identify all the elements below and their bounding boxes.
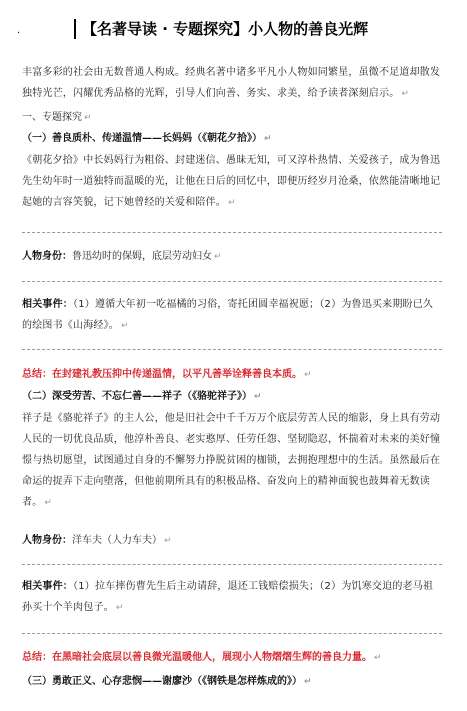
title-left-bar	[74, 19, 76, 39]
dashed-divider	[22, 232, 442, 233]
return-mark: ↵	[214, 252, 222, 262]
s1-body	[22, 150, 442, 214]
return-mark: ↵	[374, 653, 382, 663]
s1-events	[22, 294, 442, 337]
dashed-divider	[22, 281, 442, 282]
intro-paragraph	[22, 62, 442, 105]
dashed-divider	[22, 633, 442, 634]
s3-heading	[22, 671, 442, 693]
dashed-divider	[22, 349, 442, 350]
return-mark: ↵	[228, 198, 236, 208]
return-mark: ↵	[164, 536, 172, 546]
section-title	[22, 107, 442, 129]
s1-events-label: 相关事件：	[22, 299, 73, 310]
s2-identity	[22, 530, 442, 552]
s2-events-label: 相关事件：	[22, 581, 73, 592]
s2-heading	[22, 386, 442, 408]
s1-heading-text: （一）善良质朴、传递温情——长妈妈（《朝花夕拾》）	[22, 133, 262, 144]
s1-body-text: 《朝花夕拾》中长妈妈行为粗俗、封建迷信、愚昧无知，可又淳朴热情、关爱孩子，成为鲁迅先生幼年时一道独特而温暖的光，让他在日后的回忆中，即便历经岁月沧桑，依然能清晰地记起她的言容笑貌，记下她曾经的关爱和陪伴。	[22, 155, 441, 208]
bullet-dot: ·	[17, 28, 21, 39]
s1-summary-label: 总结：	[22, 369, 52, 380]
return-mark: ↵	[264, 134, 272, 144]
s1-heading	[22, 128, 442, 150]
s2-body	[22, 408, 442, 514]
s2-events-value: （1）拉车摔伤曹先生后主动请辞，退还工钱赔偿损失；（2）为饥寒交迫的老马祖孙买十个羊肉包子。	[22, 581, 434, 613]
s1-summary	[22, 364, 442, 386]
s1-identity-label: 人物身份：	[22, 251, 72, 262]
s2-summary-label: 总结：	[22, 652, 52, 663]
title-block	[74, 17, 394, 41]
return-mark: ↵	[401, 89, 410, 99]
s3-heading-text: （三）勇敢正义、心存悲悯——谢廖沙（《钢铁是怎样炼成的》）	[22, 676, 302, 687]
s2-body-text: 祥子是《骆驼祥子》的主人公，他是旧社会中千千万万个底层劳苦人民的缩影，身上具有劳动人民的一切优良品质，他淳朴善良、老实憨厚、任劳任怨、坚韧隐忍，怀揣着对未来的美好憧憬与热切愿望，试图通过自身的不懈努力挣脱贫困的枷锁，去拥抱理想中的生活。虽然最后在命运的捉弄下走向堕落，但他前期所具有的积极品格、奋发向上的精神面貌也鼓舞着无数读者。	[22, 413, 441, 508]
page-title: 【名著导读 · 专题探究】小人物的善良光辉	[82, 20, 369, 38]
return-mark: ↵	[304, 677, 312, 687]
return-mark: ↵	[44, 498, 53, 508]
return-mark: ↵	[121, 321, 129, 331]
s1-identity-value: 鲁迅幼时的保姆，底层劳动妇女	[72, 251, 212, 262]
return-mark: ↵	[254, 392, 262, 402]
s2-summary	[22, 647, 442, 669]
return-mark: ↵	[304, 370, 312, 380]
s1-summary-value: 在封建礼教压抑中传递温情，以平凡善举诠释善良本质。	[52, 369, 302, 380]
s2-heading-text: （二）深受劳苦、不忘仁善——祥子（《骆驼祥子》）	[22, 391, 252, 402]
section-title-text: 一、专题探究	[22, 112, 82, 123]
s2-summary-value: 在黑暗社会底层以善良微光温暖他人，展现小人物熠熠生辉的善良力量。	[52, 652, 372, 663]
s2-events	[22, 576, 442, 619]
s1-identity	[22, 246, 442, 268]
dashed-divider	[22, 564, 442, 565]
return-mark: ↵	[115, 603, 124, 613]
s1-events-value: （1）遵循大年初一吃福橘的习俗，寄托团圆幸福祝愿；（2）为鲁迅买来期盼已久的绘图书《山海经》。	[22, 299, 434, 331]
s2-identity-value: 洋车夫（人力车夫）	[72, 535, 162, 546]
s2-identity-label: 人物身份：	[22, 535, 72, 546]
return-mark: ↵	[84, 113, 92, 123]
intro-text: 丰富多彩的社会由无数普通人构成。经典名著中诸多平凡小人物如同繁星，虽微不足道却散发独特光芒，闪耀优秀品格的光辉，引导人们向善、务实、求美，给予读者深刻启示。	[22, 67, 441, 99]
